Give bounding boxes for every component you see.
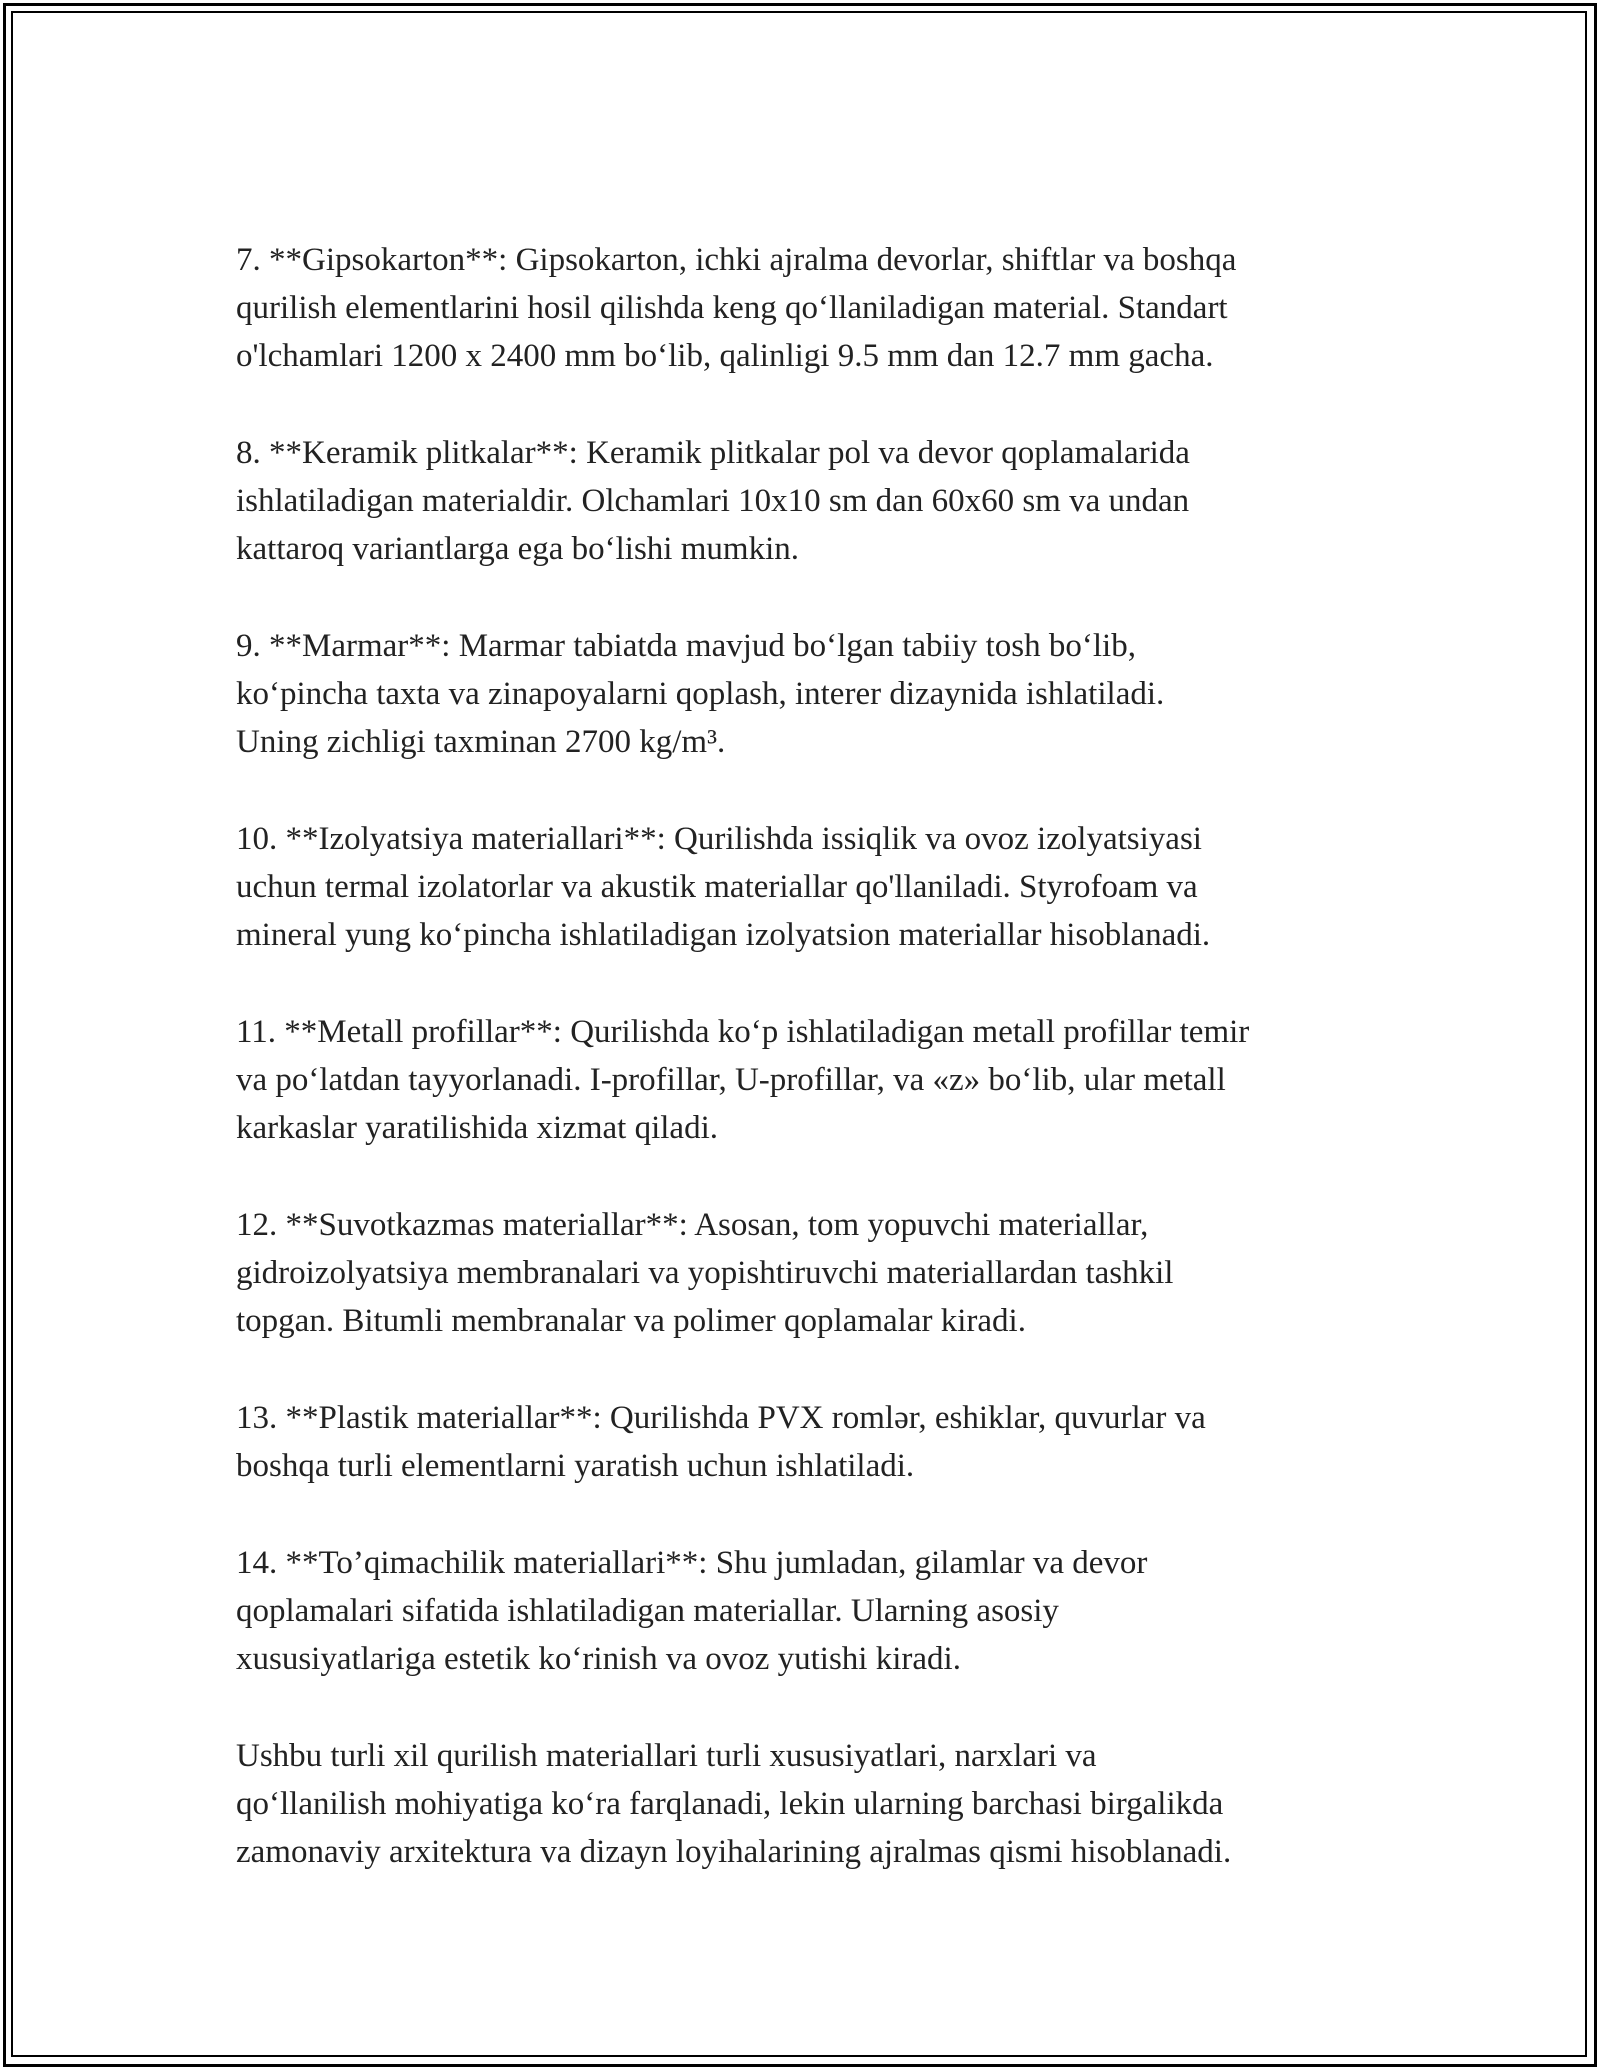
- paragraph-metall-profillar: 11. **Metall profillar**: Qurilishda ko‘p ishlatiladigan metall profillar temir va po‘latdan tayyorlanadi. I-profillar, U-profillar, va «z» bo‘lib, ular metall karkaslar yaratilishida xizmat qiladi.: [236, 1014, 1250, 1146]
- paragraph-izolyatsiya: 10. **Izolyatsiya materiallari**: Qurilishda issiqlik va ovoz izolyatsiyasi uchun termal izolatorlar va akustik materiallar qo'llaniladi. Styrofoam va mineral yung ko‘pincha ishlatiladigan izolyatsion materiallar hisoblanadi.: [236, 821, 1211, 953]
- paragraph-marmar: 9. **Marmar**: Marmar tabiatda mavjud bo‘lgan tabiiy tosh bo‘lib, ko‘pincha taxta va zinapoyalarni qoplash, interer dizaynida ishlatiladi. Uning zichligi taxminan 2700 kg/m³.: [236, 628, 1165, 760]
- paragraph-plastik: 13. **Plastik materiallar**: Qurilishda PVX romlər, eshiklar, quvurlar va boshqa turli elementlarni yaratish uchun ishlatiladi.: [236, 1400, 1206, 1484]
- paragraph-suvotkazmas: 12. **Suvotkazmas materiallar**: Asosan, tom yopuvchi materiallar, gidroizolyatsiya membranalari va yopishtiruvchi materiallardan tashkil topgan. Bitumli membranalar va polimer qoplamalar kiradi.: [236, 1207, 1174, 1339]
- paragraph-keramik-plitkalar: 8. **Keramik plitkalar**: Keramik plitkalar pol va devor qoplamalarida ishlatiladigan materialdir. Olchamlari 10x10 sm dan 60x60 sm va undan kattaroq variantlarga ega bo‘lishi mumkin.: [236, 435, 1190, 567]
- paragraph-conclusion: Ushbu turli xil qurilish materiallari turli xususiyatlari, narxlari va qo‘llanilish mohiyatiga ko‘ra farqlanadi, lekin ularning barchasi birgalikda zamonaviy arxitektura va dizayn loyihalarining ajralmas qismi hisoblanadi.: [236, 1738, 1232, 1870]
- paragraph-toqimachilik: 14. **To’qimachilik materiallari**: Shu jumladan, gilamlar va devor qoplamalari sifatida ishlatiladigan materiallar. Ularning asosiy xususiyatlariga estetik ko‘rinish va ovoz yutishi kiradi.: [236, 1545, 1148, 1677]
- document-body: [236, 236, 1386, 1925]
- paragraph-gipsokarton: 7. **Gipsokarton**: Gipsokarton, ichki ajralma devorlar, shiftlar va boshqa qurilish elementlarini hosil qilishda keng qo‘llaniladigan material. Standart o'lchamlari 1200 x 2400 mm bo‘lib, qalinligi 9.5 mm dan 12.7 mm gacha.: [236, 242, 1237, 374]
